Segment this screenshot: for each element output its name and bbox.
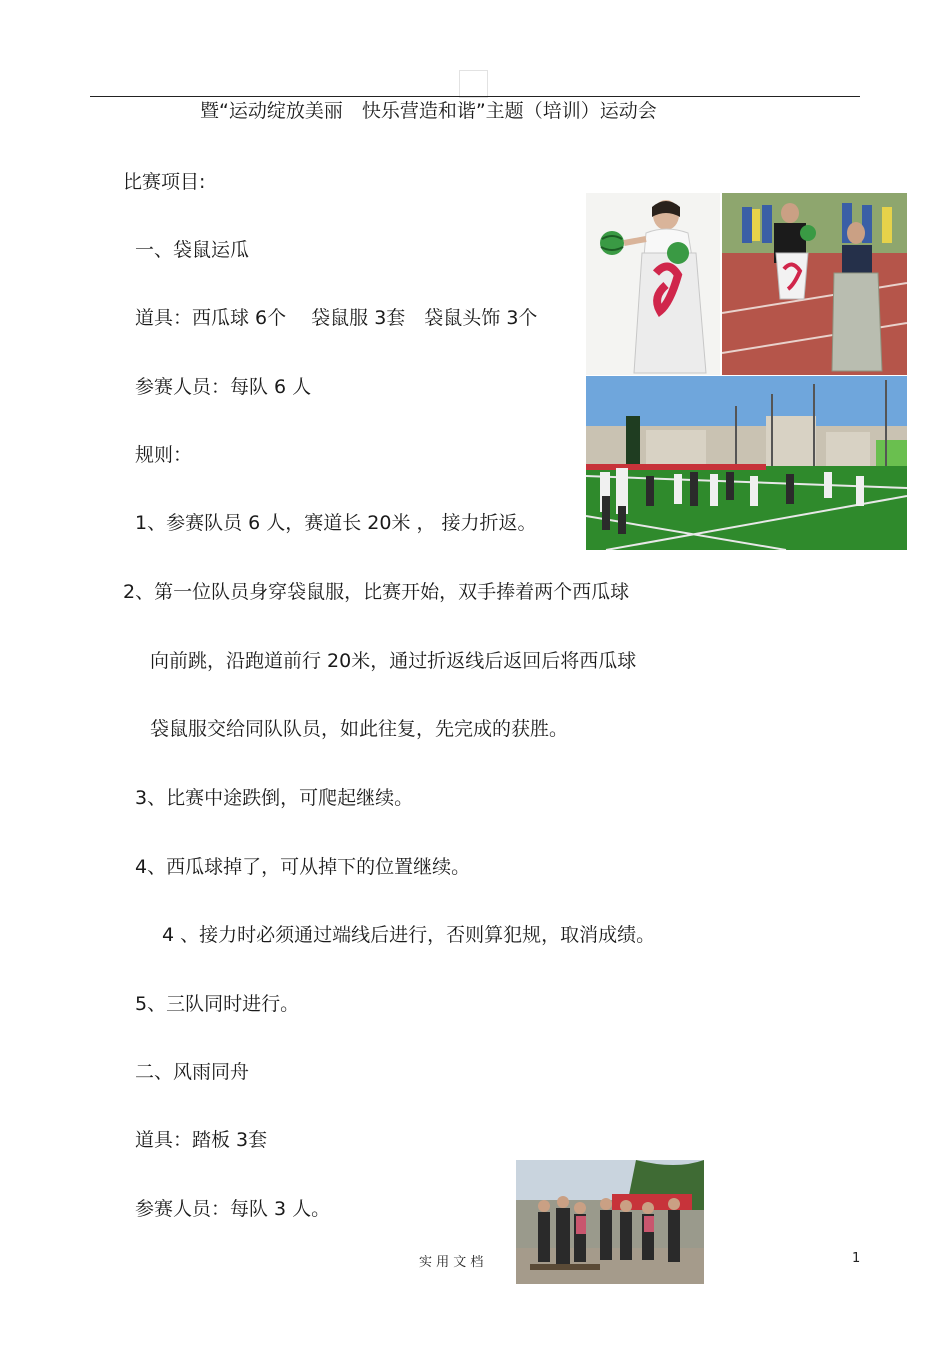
rule-3: 3、比赛中途跌倒，可爬起继续。 bbox=[135, 787, 414, 809]
props-line-2: 道具：踏板 3套 bbox=[135, 1129, 268, 1151]
rule-2-cont-1: 向前跳，沿跑道前行 20米，通过折返线后返回后将西瓜球 bbox=[150, 650, 637, 672]
rule-4: 4、西瓜球掉了，可从掉下的位置继续。 bbox=[135, 856, 471, 878]
page-title: 暨“运动绽放美丽 快乐营造和谐”主题（培训）运动会 bbox=[200, 100, 657, 122]
rules-label: 规则： bbox=[135, 444, 193, 466]
photo-field-event bbox=[586, 376, 907, 550]
event-heading-2: 二、风雨同舟 bbox=[135, 1061, 250, 1083]
participants-line-1: 参赛人员：每队 6 人 bbox=[135, 376, 312, 398]
rule-2: 2、第一位队员身穿袋鼠服，比赛开始，双手捧着两个西瓜球 bbox=[123, 581, 630, 603]
page-number: 1 bbox=[852, 1251, 861, 1266]
props-line-1: 道具：西瓜球 6个 袋鼠服 3套 袋鼠头饰 3个 bbox=[135, 307, 538, 329]
photo-team-boards bbox=[516, 1160, 704, 1284]
photo-sack-race-track bbox=[722, 193, 907, 375]
rule-1: 1、参赛队员 6 人，赛道长 20米 ， 接力折返。 bbox=[135, 512, 537, 534]
footer-label: 实 用 文 档 bbox=[419, 1255, 484, 1270]
rule-4b: 4 、接力时必须通过端线后进行，否则算犯规，取消成绩。 bbox=[162, 924, 656, 946]
header-mark bbox=[459, 70, 488, 98]
rule-2-cont-2: 袋鼠服交给同队队员，如此往复，先完成的获胜。 bbox=[150, 718, 569, 740]
section-label: 比赛项目: bbox=[123, 171, 206, 193]
event-heading-1: 一、袋鼠运瓜 bbox=[135, 239, 250, 261]
participants-line-2: 参赛人员：每队 3 人。 bbox=[135, 1198, 331, 1220]
photo-sack-woman bbox=[586, 193, 720, 375]
rule-5: 5、三队同时进行。 bbox=[135, 993, 300, 1015]
header-rule bbox=[90, 96, 860, 97]
